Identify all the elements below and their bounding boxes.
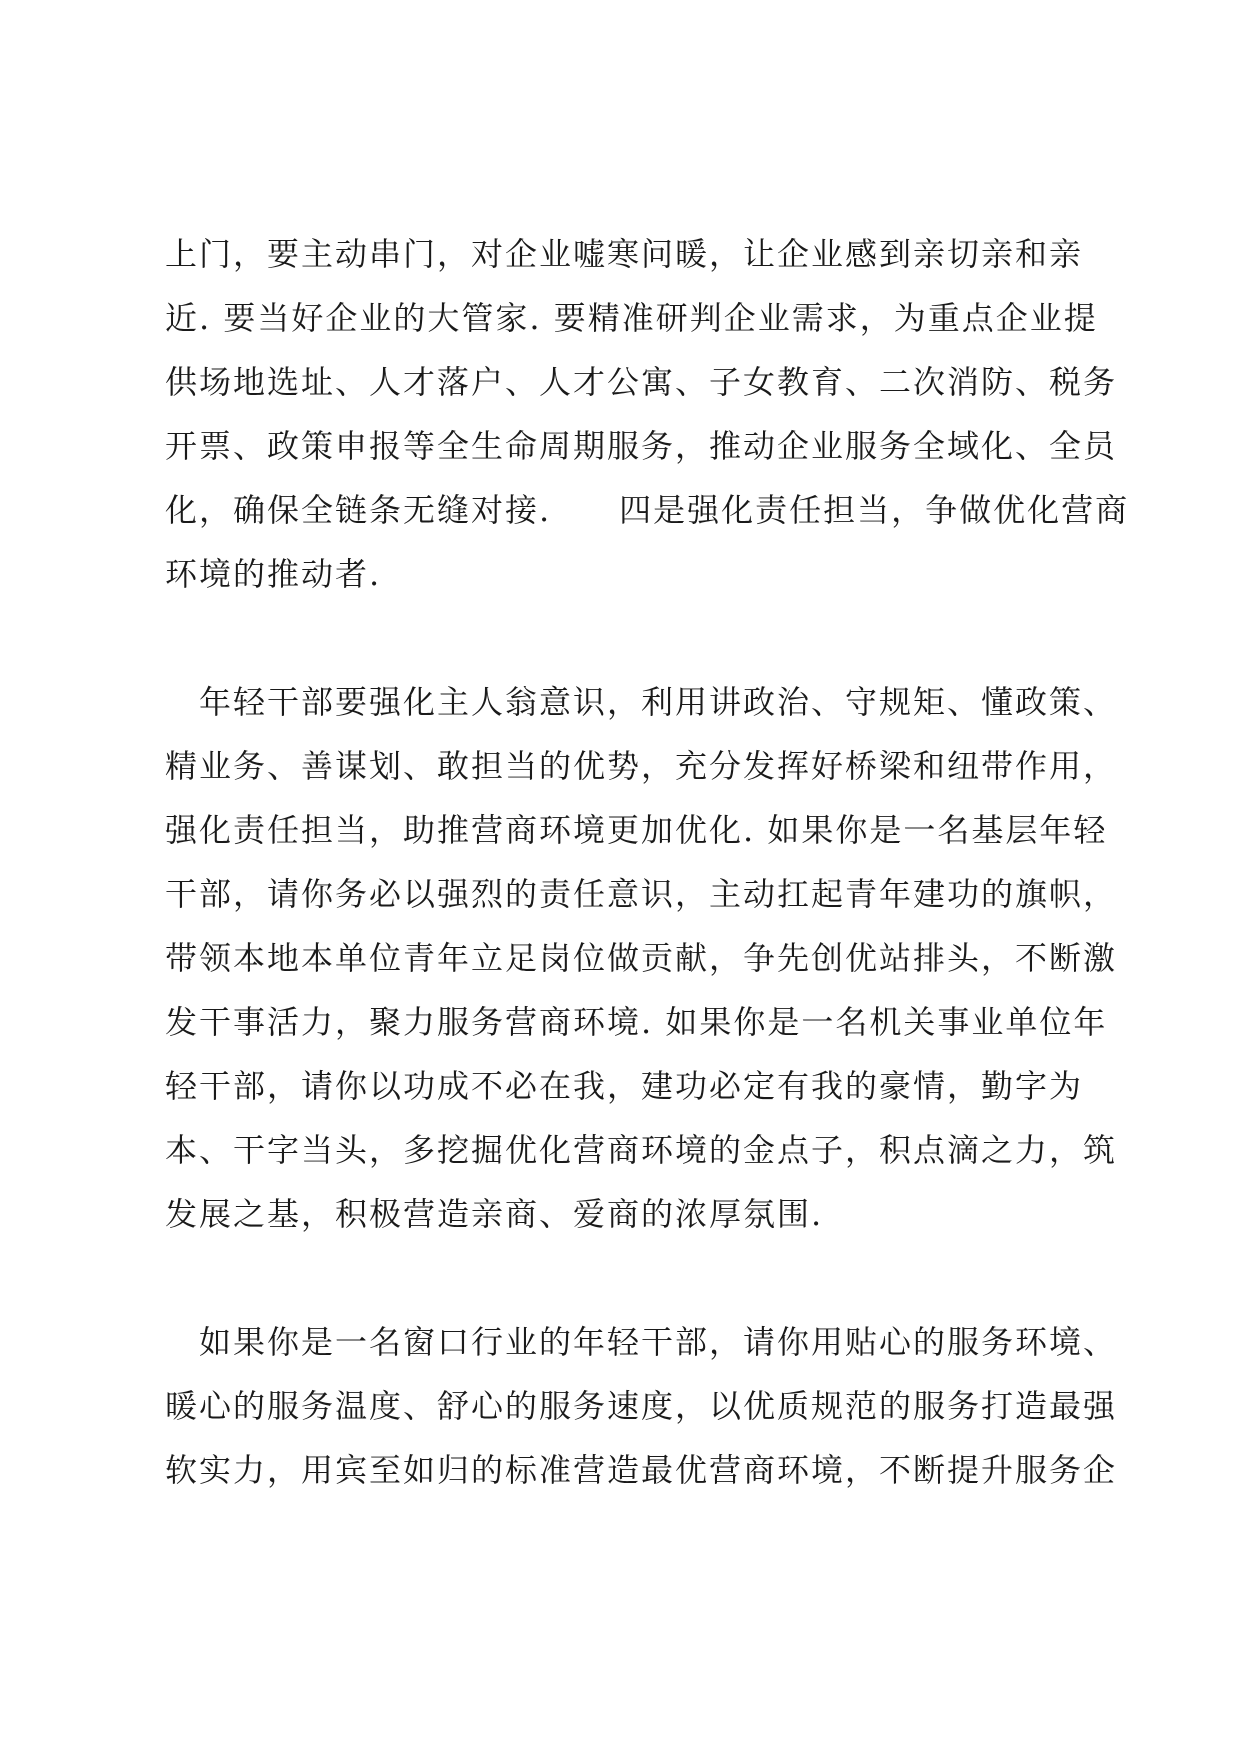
paragraph-1-line-4: 开票、政策申报等全生命周期服务，推动企业服务全域化、全员 bbox=[165, 427, 1118, 465]
paragraph-2-line-4: 干部，请你务必以强烈的责任意识，主动扛起青年建功的旗帜， bbox=[165, 875, 1118, 913]
paragraph-2-line-7: 轻干部，请你以功成不必在我，建功必定有我的豪情，勤字为 bbox=[165, 1067, 1084, 1105]
paragraph-3-line-1: 如果你是一名窗口行业的年轻干部，请你用贴心的服务环境、 bbox=[165, 1323, 1118, 1361]
paragraph-3-line-2: 暖心的服务温度、舒心的服务速度，以优质规范的服务打造最强 bbox=[165, 1387, 1118, 1425]
paragraph-2-line-9: 发展之基，积极营造亲商、爱商的浓厚氛围. bbox=[165, 1195, 824, 1233]
paragraph-2-line-3: 强化责任担当，助推营商环境更加优化. 如果你是一名基层年轻 bbox=[165, 811, 1108, 849]
paragraph-2-line-6: 发干事活力，聚力服务营商环境. 如果你是一名机关事业单位年 bbox=[165, 1003, 1108, 1041]
paragraph-3-line-3: 软实力，用宾至如归的标准营造最优营商环境，不断提升服务企 bbox=[165, 1451, 1118, 1489]
paragraph-1-line-3: 供场地选址、人才落户、人才公寓、子女教育、二次消防、税务 bbox=[165, 363, 1118, 401]
paragraph-2-line-2: 精业务、善谋划、敢担当的优势，充分发挥好桥梁和纽带作用， bbox=[165, 747, 1118, 785]
paragraph-1-line-2: 近. 要当好企业的大管家. 要精准研判企业需求，为重点企业提 bbox=[165, 299, 1098, 337]
paragraph-2-line-8: 本、干字当头，多挖掘优化营商环境的金点子，积点滴之力，筑 bbox=[165, 1131, 1118, 1169]
paragraph-2-line-1: 年轻干部要强化主人翁意识，利用讲政治、守规矩、懂政策、 bbox=[165, 683, 1118, 721]
paragraph-1-line-6: 环境的推动者. bbox=[165, 555, 382, 593]
paragraph-1-line-5: 化，确保全链条无缝对接. 四是强化责任担当，争做优化营商 bbox=[165, 491, 1130, 529]
paragraph-2-line-5: 带领本地本单位青年立足岗位做贡献，争先创优站排头，不断激 bbox=[165, 939, 1118, 977]
paragraph-1-line-1: 上门，要主动串门，对企业嘘寒问暖，让企业感到亲切亲和亲 bbox=[165, 235, 1084, 273]
